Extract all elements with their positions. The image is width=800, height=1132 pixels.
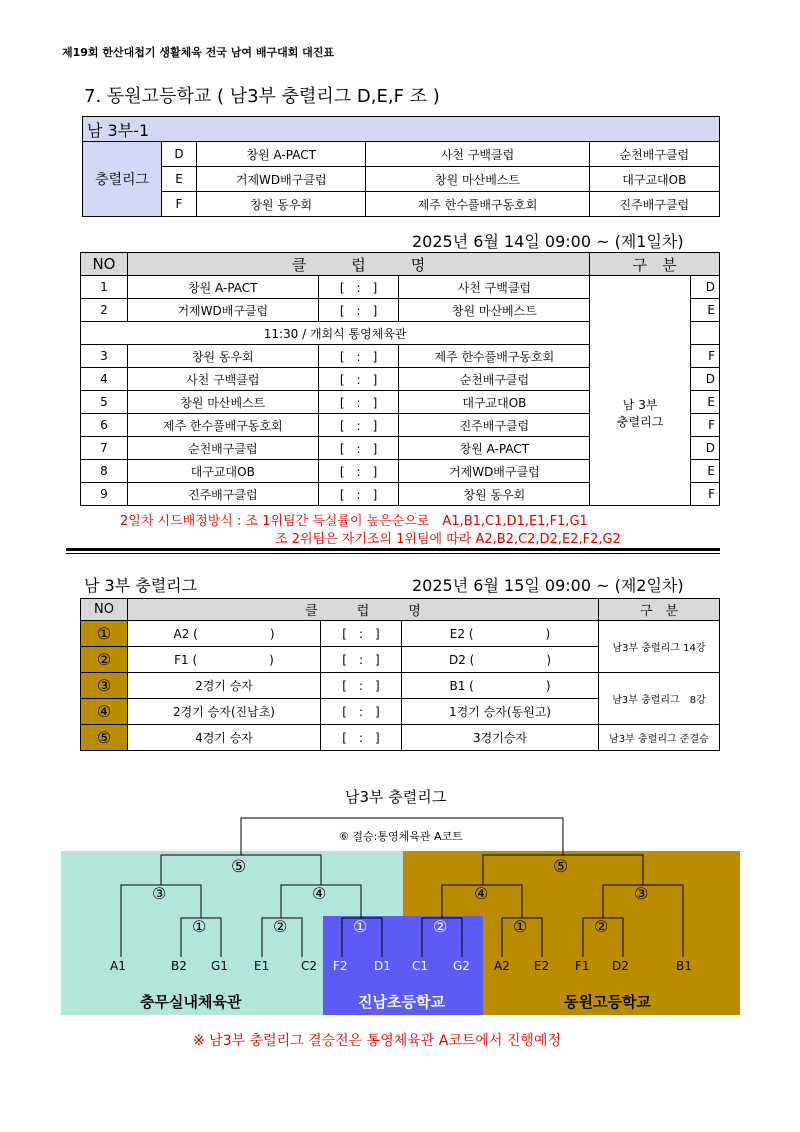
match-no: ② [81, 647, 128, 673]
group-team: 대구교대OB [589, 167, 719, 192]
ceremony-row: 11:30 / 개회식 통영체육관 [81, 322, 590, 345]
team-b: D2 ( ) [402, 647, 599, 673]
score: [ : ] [318, 437, 399, 460]
group-team: 순천배구클럽 [589, 142, 719, 167]
score: [ : ] [318, 391, 399, 414]
team-a: 대구교대OB [127, 460, 318, 483]
score: [ : ] [318, 299, 399, 322]
match-no: 6 [81, 414, 128, 437]
group-team: 창원 A-PACT [197, 142, 366, 167]
score: [ : ] [318, 483, 399, 506]
team-slot: B2 [171, 959, 187, 973]
match-no: 2 [81, 299, 128, 322]
match-no: 4 [81, 368, 128, 391]
score: [ : ] [321, 725, 402, 751]
team-b: B1 ( ) [402, 673, 599, 699]
team-slot: D1 [374, 959, 391, 973]
team-slot: E2 [534, 959, 550, 973]
team-a: 진주배구클럽 [127, 483, 318, 506]
group-code: D [691, 368, 720, 391]
team-slot: B1 [676, 959, 692, 973]
team-a: 창원 A-PACT [127, 276, 318, 299]
team-slot: G1 [211, 959, 228, 973]
team-b: 제주 한수풀배구동호회 [399, 345, 590, 368]
round-mark-4-left: ④ [312, 884, 327, 903]
team-b: 순천배구클럽 [399, 368, 590, 391]
score: [ : ] [318, 414, 399, 437]
score: [ : ] [321, 673, 402, 699]
day2-label: 남 3부 충렬리그 [84, 576, 198, 595]
match-no: 7 [81, 437, 128, 460]
round-mark-3-left: ③ [152, 884, 167, 903]
group-title: 남 3부-1 [83, 117, 720, 142]
team-a: 창원 동우회 [127, 345, 318, 368]
round-mark-4-right: ④ [474, 884, 489, 903]
round-label: 남3부 충렬리그 14강 [599, 621, 720, 673]
match-no: ⑤ [81, 725, 128, 751]
match-no: ① [81, 621, 128, 647]
final-label: ⑥ 결승:통영체육관 A코트 [339, 830, 463, 843]
group-code: D [691, 276, 720, 299]
col-club: 클 럽 명 [128, 599, 599, 621]
round-mark-3-right: ③ [634, 884, 649, 903]
footer-note: ※ 남3부 충렬리그 결승전은 통영체육관 A코트에서 진행예정 [193, 1033, 561, 1049]
score: [ : ] [321, 699, 402, 725]
team-b: 거제WD배구클럽 [399, 460, 590, 483]
group-code: F [691, 414, 720, 437]
team-a: 제주 한수풀배구동호회 [127, 414, 318, 437]
team-slot: A2 [494, 959, 510, 973]
match-no: 1 [81, 276, 128, 299]
group-code: F [691, 483, 720, 506]
team-b: 3경기승자 [402, 725, 599, 751]
venue-left: 충무실내체육관 [140, 993, 242, 1011]
score: [ : ] [318, 276, 399, 299]
day2-date: 2025년 6월 15일 09:00 ~ (제2일차) [412, 576, 684, 595]
team-slot: F1 [575, 959, 590, 973]
team-b: 사천 구백클럽 [399, 276, 590, 299]
page-header: 제19회 한산대첩기 생활체육 전국 남여 배구대회 대진표 [62, 46, 335, 59]
match-no: ③ [81, 673, 128, 699]
day1-date: 2025년 6월 14일 09:00 ~ (제1일차) [412, 232, 684, 251]
score: [ : ] [318, 368, 399, 391]
division-label: 남 3부 [622, 398, 658, 413]
team-a: 4경기 승자 [128, 725, 321, 751]
team-a: 거제WD배구클럽 [127, 299, 318, 322]
team-slot: C1 [412, 959, 429, 973]
group-team: 거제WD배구클럽 [197, 167, 366, 192]
bracket-title: 남3부 충렬리그 [345, 788, 447, 806]
group-team: 진주배구클럽 [589, 192, 719, 217]
round-mark-1: ① [353, 917, 368, 936]
match-no: ④ [81, 699, 128, 725]
team-slot: D2 [612, 959, 629, 973]
team-slot: C2 [301, 959, 318, 973]
venue-right: 동원고등학교 [564, 993, 651, 1011]
league-name: 충렬리그 [616, 415, 664, 430]
group-letter: D [162, 142, 197, 167]
round-mark-2: ② [594, 917, 609, 936]
col-club: 클 럽 명 [127, 253, 589, 276]
seed-note-1: 2일차 시드배정방식 : 조 1위팀간 득실률이 높은순으로 A1,B1,C1,D1,E1,F1,G1 [120, 514, 588, 529]
team-slot: F2 [333, 959, 348, 973]
group-team: 제주 한수풀배구동호회 [366, 192, 589, 217]
team-slot: E1 [254, 959, 270, 973]
round-mark-5-left: ⑤ [231, 857, 247, 877]
col-division: 구 분 [599, 599, 720, 621]
team-slot: A1 [110, 959, 126, 973]
group-letter: F [162, 192, 197, 217]
group-code: F [691, 345, 720, 368]
team-b: 1경기 승자(동원고) [402, 699, 599, 725]
group-code: E [691, 299, 720, 322]
score: [ : ] [321, 647, 402, 673]
team-b: 진주배구클럽 [399, 414, 590, 437]
section-title: 7. 동원고등학교 ( 남3부 충렬리그 D,E,F 조 ) [84, 86, 440, 107]
team-a: A2 ( ) [128, 621, 321, 647]
team-a: 사천 구백클럽 [127, 368, 318, 391]
score: [ : ] [321, 621, 402, 647]
round-mark-1: ① [513, 917, 528, 936]
score: [ : ] [318, 460, 399, 483]
team-a: 2경기 승자(진남초) [128, 699, 321, 725]
seed-note-2: 조 2위팀은 자기조의 1위팀에 따라 A2,B2,C2,D2,E2,F2,G2 [275, 532, 621, 547]
match-no: 9 [81, 483, 128, 506]
round-label: 남3부 충렬리그 8강 [599, 673, 720, 725]
round-mark-1: ① [192, 917, 207, 936]
team-b: 대구교대OB [399, 391, 590, 414]
team-b: 창원 동우회 [399, 483, 590, 506]
venue-zone-left-top [323, 851, 403, 916]
col-no: NO [81, 253, 128, 276]
team-a: 창원 마산베스트 [127, 391, 318, 414]
team-b: E2 ( ) [402, 621, 599, 647]
team-b: 창원 A-PACT [399, 437, 590, 460]
venue-zone-right-top [403, 851, 483, 916]
group-team: 창원 마산베스트 [366, 167, 589, 192]
col-division: 구 분 [590, 253, 720, 276]
group-team: 창원 동우회 [197, 192, 366, 217]
team-a: F1 ( ) [128, 647, 321, 673]
round-mark-2: ② [433, 917, 448, 936]
match-no: 5 [81, 391, 128, 414]
round-mark-5-right: ⑤ [553, 857, 569, 877]
group-code: E [691, 391, 720, 414]
venue-middle: 진남초등학교 [358, 993, 445, 1011]
team-a: 2경기 승자 [128, 673, 321, 699]
match-no: 3 [81, 345, 128, 368]
score: [ : ] [318, 345, 399, 368]
round-mark-2: ② [273, 917, 288, 936]
group-code: E [691, 460, 720, 483]
match-no: 8 [81, 460, 128, 483]
group-team: 사천 구백클럽 [366, 142, 589, 167]
round-label: 남3부 충렬리그 준결승 [599, 725, 720, 751]
group-code: D [691, 437, 720, 460]
team-b: 창원 마산베스트 [399, 299, 590, 322]
team-a: 순천배구클럽 [127, 437, 318, 460]
league-label: 충렬리그 [83, 142, 162, 217]
team-slot: G2 [453, 959, 470, 973]
col-no: NO [81, 599, 128, 621]
group-letter: E [162, 167, 197, 192]
